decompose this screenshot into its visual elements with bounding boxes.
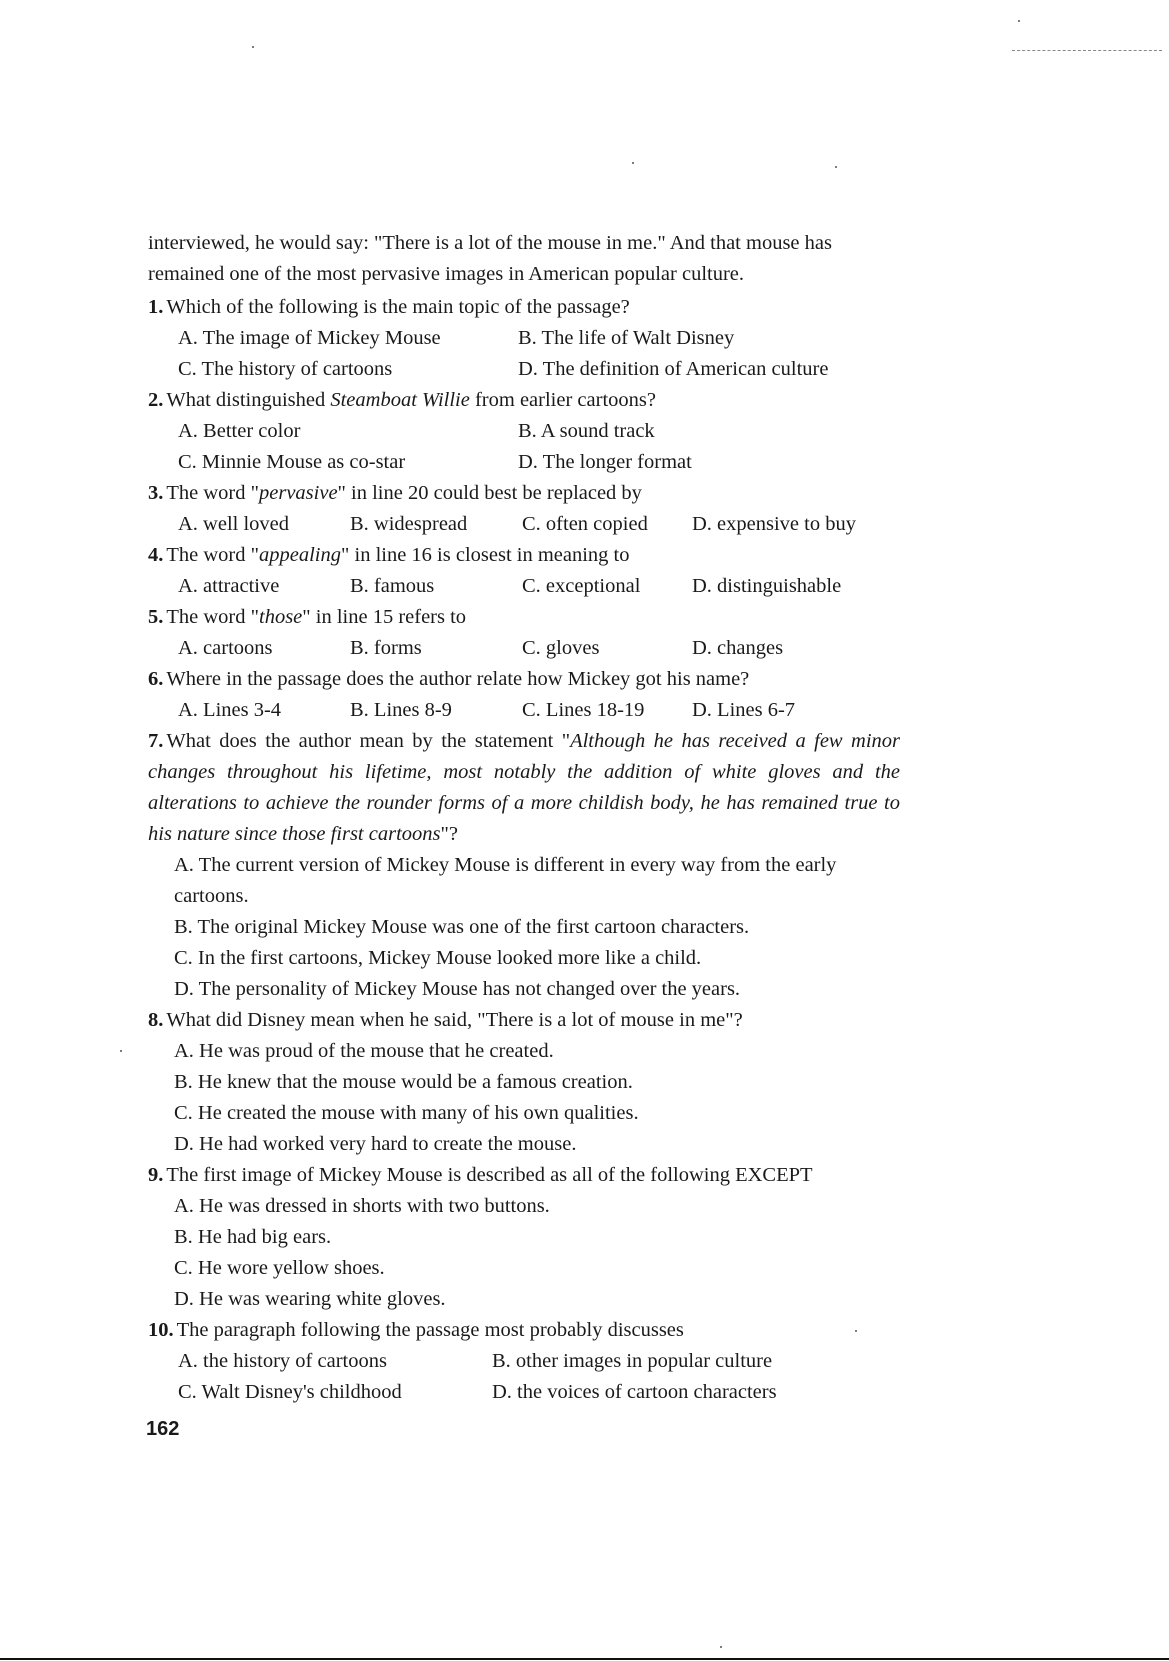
question-8 — [148, 1005, 900, 1160]
option-b: B. widespread — [350, 513, 468, 535]
page-content — [148, 228, 900, 1408]
option-b: B. famous — [350, 575, 435, 597]
option-c: C. Walt Disney's childhood — [178, 1381, 402, 1403]
option-d: D. He was wearing white gloves. — [174, 1288, 446, 1310]
question-7 — [148, 726, 900, 1005]
option-c: C. In the first cartoons, Mickey Mouse looked more like a child. — [174, 947, 702, 969]
question-stem-italic: Steamboat Willie — [330, 389, 470, 411]
options — [148, 1036, 900, 1160]
option-a: A. Better color — [178, 420, 301, 442]
question-stem-pre: The word " — [166, 606, 259, 628]
option-b: B. The life of Walt Disney — [518, 327, 735, 349]
option-b: B. other images in popular culture — [492, 1350, 773, 1372]
option-d: D. The definition of American culture — [518, 358, 829, 380]
question-stem-post: " in line 20 could best be replaced by — [337, 482, 642, 504]
options — [148, 416, 900, 478]
question-stem: Where in the passage does the author relate how Mickey got his name? — [166, 668, 750, 690]
option-b: B. A sound track — [518, 420, 655, 442]
scan-speck — [720, 1646, 722, 1648]
question-number: 8. — [148, 1009, 164, 1031]
option-c: C. often copied — [522, 513, 648, 535]
question-number: 6. — [148, 668, 164, 690]
scan-mark — [1012, 50, 1162, 51]
scan-speck — [835, 166, 837, 168]
option-a: A. The image of Mickey Mouse — [178, 327, 441, 349]
question-number: 10. — [148, 1319, 174, 1341]
question-9 — [148, 1160, 900, 1315]
option-a: A. He was dressed in shorts with two buttons. — [174, 1195, 550, 1217]
option-b: B. The original Mickey Mouse was one of the first cartoon characters. — [174, 916, 750, 938]
question-number: 3. — [148, 482, 164, 504]
option-d: D. the voices of cartoon characters — [492, 1381, 777, 1403]
question-4 — [148, 540, 900, 602]
question-stem-post: from earlier cartoons? — [469, 389, 656, 411]
options — [148, 695, 900, 726]
option-b: B. He knew that the mouse would be a famous creation. — [174, 1071, 633, 1093]
question-3 — [148, 478, 900, 540]
question-number: 4. — [148, 544, 164, 566]
question-stem: Which of the following is the main topic of the passage? — [166, 296, 630, 318]
option-a: A. He was proud of the mouse that he created. — [174, 1040, 554, 1062]
page-number: 162 — [146, 1418, 180, 1440]
option-c: C. Lines 18-19 — [522, 699, 645, 721]
option-b: B. Lines 8-9 — [350, 699, 452, 721]
question-stem-pre: What distinguished — [166, 389, 331, 411]
question-number: 5. — [148, 606, 164, 628]
question-stem-italic: those — [259, 606, 303, 628]
scan-speck — [120, 1050, 122, 1052]
question-stem: The first image of Mickey Mouse is described as all of the following EXCEPT — [166, 1164, 813, 1186]
question-1 — [148, 292, 900, 385]
question-10 — [148, 1315, 900, 1408]
question-2 — [148, 385, 900, 478]
option-c: C. He wore yellow shoes. — [174, 1257, 385, 1279]
scan-speck — [632, 162, 634, 164]
option-a: A. well loved — [178, 513, 290, 535]
option-a: A. cartoons — [178, 637, 273, 659]
question-stem: What did Disney mean when he said, "There is a lot of mouse in me"? — [166, 1009, 743, 1031]
option-c: C. The history of cartoons — [178, 358, 393, 380]
option-b: B. He had big ears. — [174, 1226, 332, 1248]
question-number: 9. — [148, 1164, 164, 1186]
option-d: D. The personality of Mickey Mouse has not changed over the years. — [174, 978, 741, 1000]
option-d: D. expensive to buy — [692, 513, 856, 535]
question-5 — [148, 602, 900, 664]
question-stem-pre: The word " — [166, 482, 259, 504]
options — [148, 1346, 900, 1408]
question-number: 2. — [148, 389, 164, 411]
options — [148, 509, 900, 540]
question-stem-pre: The word " — [166, 544, 259, 566]
option-a: A. the history of cartoons — [178, 1350, 387, 1372]
option-b: B. forms — [350, 637, 422, 659]
question-stem-post: "? — [440, 823, 458, 845]
option-d: D. Lines 6-7 — [692, 699, 796, 721]
passage-ending: interviewed, he would say: "There is a lot of the mouse in me." And that mouse has remained one of the most pervasive images in American popular culture. — [148, 232, 832, 285]
question-6 — [148, 664, 900, 726]
option-d: D. The longer format — [518, 451, 692, 473]
scan-speck — [252, 46, 254, 48]
question-stem-pre: What does the author mean by the statement " — [166, 730, 571, 752]
question-stem-post: " in line 16 is closest in meaning to — [341, 544, 630, 566]
option-d: D. changes — [692, 637, 784, 659]
option-c: C. He created the mouse with many of his own qualities. — [174, 1102, 639, 1124]
options — [148, 323, 900, 385]
question-number: 7. — [148, 730, 164, 752]
options — [148, 1191, 900, 1315]
option-c: C. exceptional — [522, 575, 641, 597]
option-d: D. He had worked very hard to create the mouse. — [174, 1133, 577, 1155]
option-a: A. The current version of Mickey Mouse is different in every way from the early cartoons. — [174, 854, 837, 907]
question-stem-italic: Although he has received a few minor changes throughout his lifetime, most notably the addition of white gloves and the alterations to achieve the rounder forms of a more childish body, he has remained true to his nature since those first cartoons — [148, 730, 901, 845]
options — [148, 850, 900, 1005]
option-a: A. attractive — [178, 575, 280, 597]
question-stem-post: " in line 15 refers to — [302, 606, 467, 628]
question-stem-italic: appealing — [259, 544, 341, 566]
option-c: C. gloves — [522, 637, 600, 659]
options — [148, 571, 900, 602]
option-d: D. distinguishable — [692, 575, 842, 597]
option-c: C. Minnie Mouse as co-star — [178, 451, 406, 473]
question-number: 1. — [148, 296, 164, 318]
question-stem: The paragraph following the passage most probably discusses — [176, 1319, 684, 1341]
scan-edge-line — [0, 1658, 1169, 1660]
question-stem-italic: pervasive — [259, 482, 338, 504]
options — [148, 633, 900, 664]
option-a: A. Lines 3-4 — [178, 699, 282, 721]
scan-speck — [1018, 20, 1020, 22]
